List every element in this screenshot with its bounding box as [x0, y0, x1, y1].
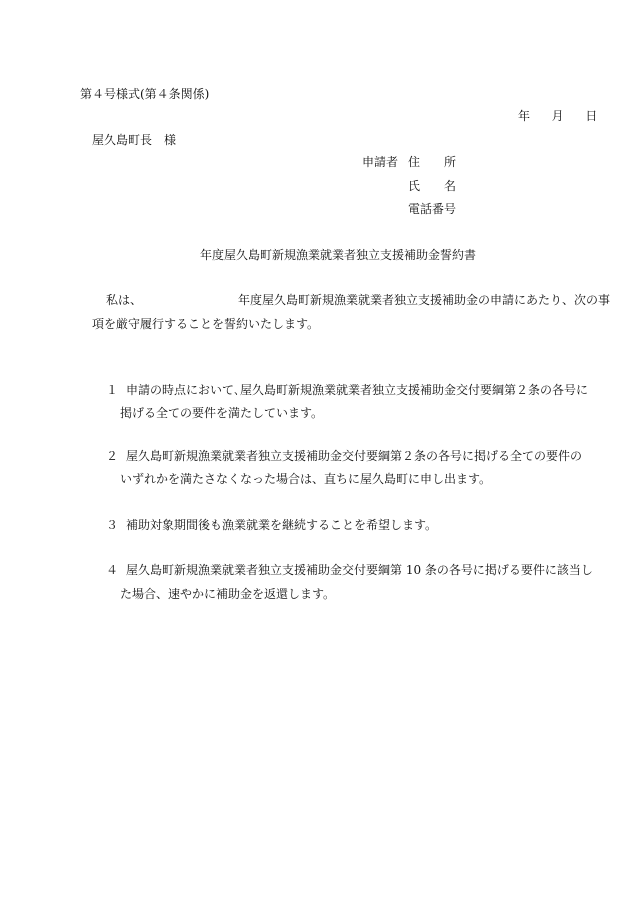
form-number: 第４号様式(第４条関係) — [80, 87, 210, 101]
date-day-label: 日 — [585, 109, 598, 123]
item-text-continued: た場合、速やかに補助金を返還します。 — [120, 587, 336, 601]
item-number: ４ — [106, 563, 119, 577]
item-number: ３ — [106, 518, 119, 532]
item-text-continued: 掲げる全ての要件を満たしています。 — [120, 406, 324, 420]
intro-end: 年度屋久島町新規漁業就業者独立支援補助金の申請にあたり、次の事 — [238, 293, 611, 307]
item-number: ２ — [106, 449, 119, 463]
intro-start: 私は、 — [106, 293, 143, 307]
intro-line-1 — [106, 294, 610, 306]
item-text: 申請の時点において､屋久島町新規漁業就業者独立支援補助金交付要綱第２条の各号に — [126, 383, 589, 397]
phone-label: 電話番号 — [408, 202, 457, 216]
document-title: 年度屋久島町新規漁業就業者独立支援補助金誓約書 — [200, 248, 477, 262]
item-text-continued: いずれかを満たさなくなった場合は、直ちに屋久島町に申し出ます。 — [120, 472, 492, 486]
name-label: 氏 名 — [408, 179, 457, 193]
date-month-label: 月 — [551, 109, 564, 123]
item-text: 屋久島町新規漁業就業者独立支援補助金交付要綱第２条の各号に掲げる全ての要件の — [126, 449, 583, 463]
intro-line-2: 項を厳守履行することを誓約いたします。 — [92, 317, 320, 331]
date-line — [518, 110, 597, 122]
address-label: 住 所 — [408, 155, 457, 169]
item-text: 屋久島町新規漁業就業者独立支援補助金交付要綱第 10 条の各号に掲げる要件に該当し — [126, 563, 593, 577]
item-text: 補助対象期間後も漁業就業を継続することを希望します。 — [126, 518, 438, 532]
applicant-label: 申請者 — [362, 155, 399, 169]
date-year-label: 年 — [518, 109, 531, 123]
item-number: １ — [106, 383, 119, 397]
addressee: 屋久島町長 様 — [92, 133, 177, 147]
